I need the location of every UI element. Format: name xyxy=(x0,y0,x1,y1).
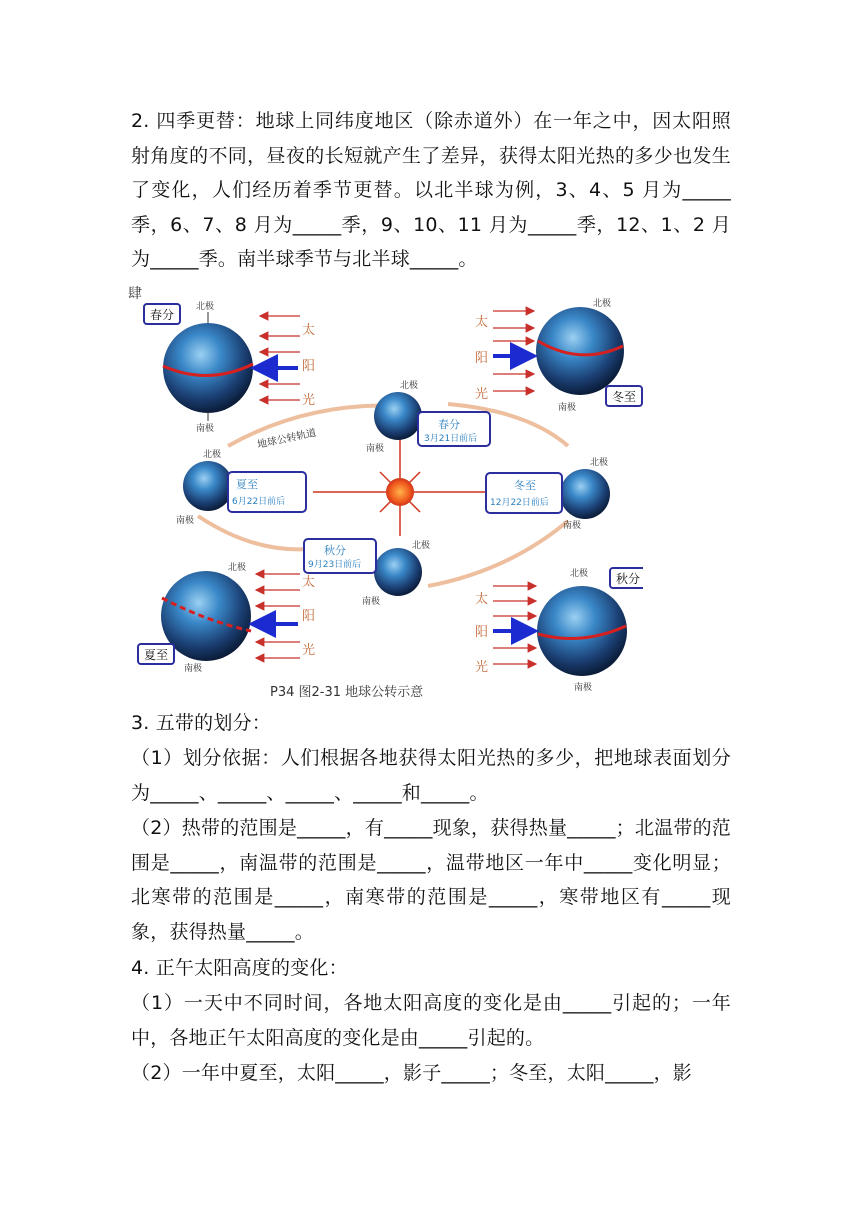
svg-text:阳: 阳 xyxy=(475,351,489,366)
figure-canvas xyxy=(128,286,643,704)
earth-revolution-figure xyxy=(128,286,643,704)
svg-text:南极: 南极 xyxy=(184,664,203,674)
north-pole-label: 北极 xyxy=(196,302,215,312)
svg-text:南极: 南极 xyxy=(558,403,577,413)
svg-text:南极: 南极 xyxy=(574,683,593,693)
section-4-p1: （1）一天中不同时间，各地太阳高度的变化是由_____引起的；一年中，各地正午太阳高度的变化是由_____引起的。 xyxy=(131,992,731,1049)
svg-text:北极: 北极 xyxy=(593,299,612,309)
section-3-title: 3. 五带的划分： xyxy=(131,712,271,734)
orbit-arc-bottom-right xyxy=(428,521,568,586)
svg-text:光: 光 xyxy=(475,387,489,402)
badge-bottom-right: 秋分 xyxy=(616,572,641,586)
badge-bottom-left: 夏至 xyxy=(144,648,169,662)
svg-text:夏至: 夏至 xyxy=(236,478,258,491)
svg-text:冬至: 冬至 xyxy=(514,479,536,492)
badge-top-right: 冬至 xyxy=(612,390,637,404)
figure-caption: P34 图2-31 地球公转示意 xyxy=(270,685,424,700)
svg-text:太: 太 xyxy=(475,592,489,607)
svg-text:9月23日前后: 9月23日前后 xyxy=(308,560,362,570)
svg-text:南极: 南极 xyxy=(366,444,385,454)
orbit-autumn xyxy=(304,539,430,607)
svg-text:6月22日前后: 6月22日前后 xyxy=(232,497,286,507)
svg-text:南极: 南极 xyxy=(176,516,195,526)
svg-text:阳: 阳 xyxy=(302,359,316,374)
svg-text:12月22日前后: 12月22日前后 xyxy=(490,498,549,508)
panel-bottom-right xyxy=(475,567,643,693)
svg-text:春分: 春分 xyxy=(438,418,460,431)
orbit-arc-bottom-left xyxy=(198,516,318,549)
globe-top-left xyxy=(163,323,253,413)
svg-text:北极: 北极 xyxy=(228,563,247,573)
svg-text:太: 太 xyxy=(475,315,489,330)
section-3-p1: （1）划分依据：人们根据各地获得太阳光热的多少，把地球表面划分为_____、_____、_____、_____和_____。 xyxy=(131,747,731,804)
svg-text:太: 太 xyxy=(302,323,316,338)
section-4-title: 4. 正午太阳高度的变化： xyxy=(131,957,348,979)
svg-text:光: 光 xyxy=(302,643,316,658)
svg-text:北极: 北极 xyxy=(400,381,419,391)
svg-text:北极: 北极 xyxy=(570,569,589,579)
corner-glyph: 肆 xyxy=(128,286,142,302)
svg-text:阳: 阳 xyxy=(302,609,316,624)
section-3-p2: （2）热带的范围是_____，有_____现象，获得热量_____；北温带的范围是_____，南温带的范围是_____，温带地区一年中_____变化明显；北寒带的范围是_____，南寒带的范围是_____，寒带地区有_____现象，获得热量_____。 xyxy=(131,817,731,943)
svg-text:秋分: 秋分 xyxy=(324,544,346,557)
panel-bottom-left xyxy=(138,561,315,674)
svg-text:阳: 阳 xyxy=(475,625,489,640)
section-2-paragraph: 2. 四季更替：地球上同纬度地区（除赤道外）在一年之中，因太阳照射角度的不同，昼夜的长短就产生了差异，获得太阳光热的多少也发生了变化，人们经历着季节更替。以北半球为例，3、4、5 月为_____季，6、7、8 月为_____季，9、10、11 月为_____季，12、1、2 月为_____季。南半球季节与北半球_____。 xyxy=(131,110,731,270)
orbit-spring xyxy=(366,379,490,454)
svg-text:南极: 南极 xyxy=(362,597,381,607)
sun-icon xyxy=(386,478,414,506)
badge-top-left: 春分 xyxy=(150,308,175,322)
panel-top-left xyxy=(144,300,315,434)
orbit-label: 地球公转轨道 xyxy=(256,427,318,451)
svg-text:南极: 南极 xyxy=(563,521,582,531)
orbit-summer xyxy=(176,448,306,526)
svg-text:南极: 南极 xyxy=(196,424,215,434)
panel-top-right xyxy=(475,297,642,413)
svg-text:光: 光 xyxy=(302,393,316,408)
svg-text:北极: 北极 xyxy=(412,541,431,551)
svg-text:北极: 北极 xyxy=(590,458,609,468)
svg-text:3月21日前后: 3月21日前后 xyxy=(424,434,478,444)
svg-text:太: 太 xyxy=(302,575,316,590)
section-4-p2: （2）一年中夏至，太阳_____，影子_____；冬至，太阳_____，影 xyxy=(131,1062,692,1084)
orbit-winter xyxy=(486,456,610,531)
svg-text:北极: 北极 xyxy=(203,450,222,460)
svg-text:光: 光 xyxy=(475,660,489,675)
